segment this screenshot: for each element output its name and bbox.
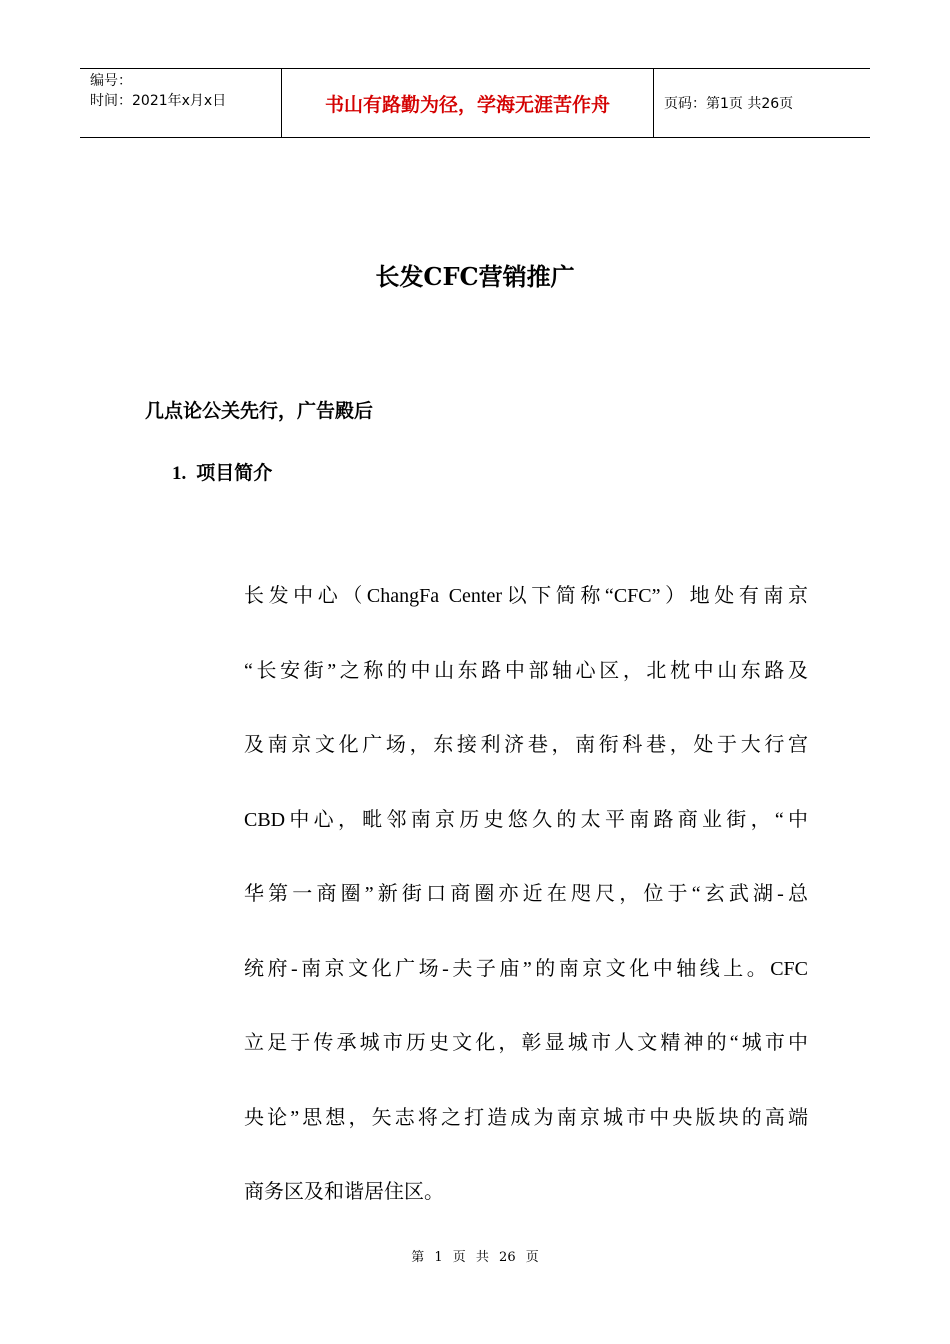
body-line: 华第一商圈”新街口商圈亦近在咫尺，位于“玄武湖-总	[244, 883, 808, 905]
body-line: 长发中心（ChangFa Center以下简称“CFC”）地处有南京	[244, 585, 808, 607]
body-line: 商务区及和谐居住区。	[244, 1181, 444, 1203]
body-line: 立足于传承城市历史文化，彰显城市人文精神的“城市中	[244, 1032, 808, 1054]
header-meta-cell	[80, 69, 282, 137]
body-line: 央论”思想，矢志将之打造成为南京城市中央版块的高端	[244, 1106, 808, 1129]
subsection-number: 1.	[172, 463, 187, 484]
header-motto: 书山有路勤为径，学海无涯苦作舟	[282, 69, 654, 137]
body-line: CBD中心，毗邻南京历史悠久的太平南路商业街，“中	[244, 808, 808, 831]
header-page-info: 页码：第1页 共26页	[664, 96, 794, 112]
document-title: 长发CFC营销推广	[375, 262, 575, 291]
section-heading: 几点论公关先行，广告殿后	[145, 400, 374, 422]
body-line: 统府-南京文化广场-夫子庙”的南京文化中轴线上。CFC	[244, 957, 808, 980]
document-header-table	[80, 68, 870, 138]
header-time-label: 时间：2021年x月x日	[90, 93, 227, 109]
body-line: “长安街”之称的中山东路中部轴心区，北枕中山东路及	[244, 659, 808, 682]
header-number-label: 编号：	[90, 73, 132, 89]
subsection-title: 项目简介	[196, 462, 273, 484]
body-paragraph	[244, 577, 808, 1248]
body-line: 及南京文化广场，东接利济巷，南衔科巷，处于大行宫	[244, 734, 808, 756]
subsection-heading	[172, 458, 272, 485]
page-footer: 第 1 页 共 26 页	[411, 1250, 539, 1265]
